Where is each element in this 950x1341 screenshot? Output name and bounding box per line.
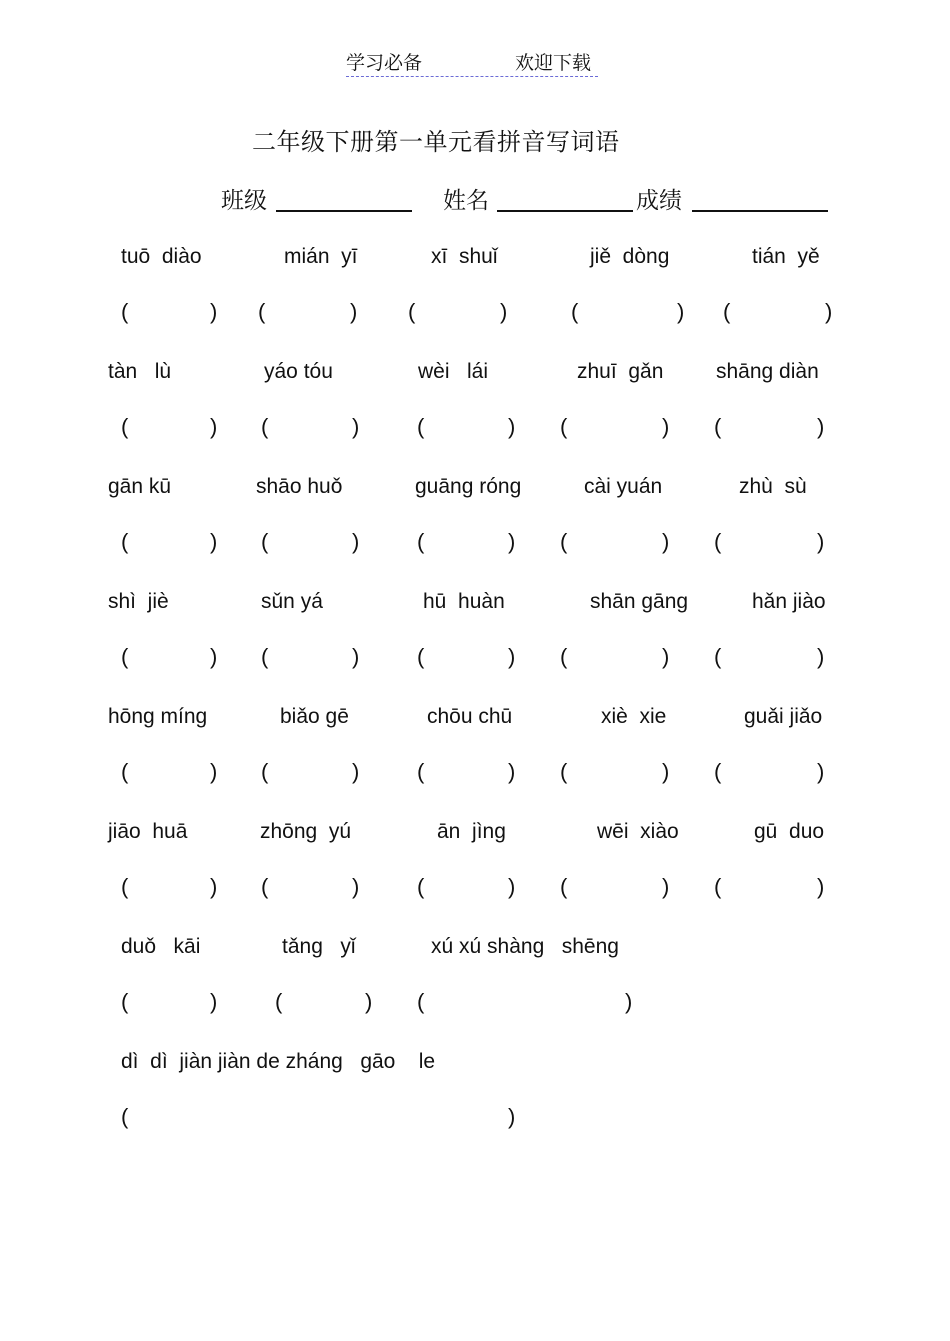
answer-paren-close: ) bbox=[352, 414, 360, 439]
pinyin-word: shāng diàn bbox=[716, 360, 819, 383]
pinyin-word: tàn lù bbox=[108, 360, 172, 383]
class-blank bbox=[276, 210, 412, 212]
answer-paren-open: ( bbox=[571, 299, 579, 324]
answer-paren-open: ( bbox=[275, 989, 283, 1014]
answer-paren-open: ( bbox=[261, 759, 269, 784]
answer-paren-close: ) bbox=[817, 414, 825, 439]
answer-paren-open: ( bbox=[121, 989, 129, 1014]
pinyin-word: dì dì jiàn jiàn de zháng gāo le bbox=[121, 1050, 436, 1073]
page-header bbox=[346, 48, 598, 77]
pinyin-word: zhù sù bbox=[739, 475, 807, 498]
pinyin-word: wēi xiào bbox=[597, 820, 679, 843]
answer-paren-close: ) bbox=[210, 644, 218, 669]
answer-paren-close: ) bbox=[352, 644, 360, 669]
answer-paren-open: ( bbox=[258, 299, 266, 324]
answer-paren-close: ) bbox=[662, 644, 670, 669]
answer-paren-close: ) bbox=[625, 989, 633, 1014]
answer-paren-close: ) bbox=[677, 299, 685, 324]
pinyin-word: mián yī bbox=[284, 245, 358, 268]
pinyin-word: xú xú shàng shēng bbox=[431, 935, 619, 958]
pinyin-word: xiè xie bbox=[601, 705, 667, 728]
answer-paren-close: ) bbox=[210, 299, 218, 324]
pinyin-word: cài yuán bbox=[584, 475, 663, 498]
answer-paren-open: ( bbox=[714, 759, 722, 784]
answer-paren-close: ) bbox=[662, 414, 670, 439]
pinyin-word: yáo tóu bbox=[264, 360, 333, 383]
class-label: 班级 bbox=[221, 188, 267, 214]
pinyin-word: sǔn yá bbox=[261, 590, 323, 613]
answer-paren-close: ) bbox=[352, 759, 360, 784]
pinyin-word: jiě dòng bbox=[590, 245, 670, 268]
answer-paren-close: ) bbox=[508, 1104, 516, 1129]
pinyin-word: shāo huǒ bbox=[256, 475, 343, 498]
answer-paren-close: ) bbox=[508, 414, 516, 439]
answer-paren-open: ( bbox=[261, 414, 269, 439]
answer-paren-open: ( bbox=[261, 529, 269, 554]
answer-paren-open: ( bbox=[121, 529, 129, 554]
answer-paren-close: ) bbox=[365, 989, 373, 1014]
answer-paren-close: ) bbox=[210, 529, 218, 554]
answer-paren-open: ( bbox=[560, 759, 568, 784]
answer-paren-close: ) bbox=[210, 989, 218, 1014]
answer-paren-close: ) bbox=[500, 299, 508, 324]
answer-paren-close: ) bbox=[508, 529, 516, 554]
answer-paren-close: ) bbox=[825, 299, 833, 324]
pinyin-word: zhuī gǎn bbox=[577, 360, 664, 383]
pinyin-word: shì jiè bbox=[108, 590, 169, 613]
answer-paren-open: ( bbox=[714, 529, 722, 554]
answer-paren-open: ( bbox=[121, 874, 129, 899]
answer-paren-close: ) bbox=[210, 414, 218, 439]
answer-paren-open: ( bbox=[261, 644, 269, 669]
answer-paren-close: ) bbox=[817, 759, 825, 784]
answer-paren-close: ) bbox=[508, 874, 516, 899]
pinyin-word: hǎn jiào bbox=[752, 590, 826, 613]
answer-paren-close: ) bbox=[210, 874, 218, 899]
header-left-text: 学习必备 bbox=[346, 52, 423, 74]
answer-paren-close: ) bbox=[817, 874, 825, 899]
answer-paren-open: ( bbox=[560, 414, 568, 439]
pinyin-word: tǎng yǐ bbox=[282, 935, 356, 958]
answer-paren-open: ( bbox=[723, 299, 731, 324]
pinyin-word: guǎi jiǎo bbox=[744, 705, 823, 728]
answer-paren-open: ( bbox=[121, 759, 129, 784]
page-title: 二年级下册第一单元看拼音写词语 bbox=[252, 128, 620, 156]
answer-paren-open: ( bbox=[417, 529, 425, 554]
answer-paren-close: ) bbox=[352, 874, 360, 899]
answer-paren-close: ) bbox=[508, 759, 516, 784]
pinyin-word: ān jìng bbox=[437, 820, 506, 843]
answer-paren-open: ( bbox=[417, 644, 425, 669]
answer-paren-close: ) bbox=[662, 529, 670, 554]
pinyin-word: tuō diào bbox=[121, 245, 202, 268]
pinyin-word: biǎo gē bbox=[280, 705, 349, 728]
answer-paren-close: ) bbox=[210, 759, 218, 784]
answer-paren-open: ( bbox=[417, 874, 425, 899]
answer-paren-open: ( bbox=[560, 644, 568, 669]
answer-paren-open: ( bbox=[714, 644, 722, 669]
answer-paren-open: ( bbox=[121, 414, 129, 439]
answer-paren-open: ( bbox=[121, 644, 129, 669]
pinyin-word: hōng míng bbox=[108, 705, 208, 728]
pinyin-word: zhōng yú bbox=[260, 820, 352, 843]
answer-paren-open: ( bbox=[417, 414, 425, 439]
answer-paren-open: ( bbox=[417, 759, 425, 784]
pinyin-word: gū duo bbox=[754, 820, 825, 843]
pinyin-word: xī shuǐ bbox=[431, 245, 498, 268]
answer-paren-close: ) bbox=[350, 299, 358, 324]
answer-paren-close: ) bbox=[662, 759, 670, 784]
pinyin-word: shān gāng bbox=[590, 590, 689, 613]
answer-paren-close: ) bbox=[352, 529, 360, 554]
answer-paren-close: ) bbox=[508, 644, 516, 669]
name-blank bbox=[497, 210, 633, 212]
answer-paren-close: ) bbox=[817, 644, 825, 669]
answer-paren-open: ( bbox=[714, 414, 722, 439]
pinyin-word: jiāo huā bbox=[108, 820, 188, 843]
answer-paren-open: ( bbox=[714, 874, 722, 899]
answer-paren-open: ( bbox=[121, 1104, 129, 1129]
answer-paren-open: ( bbox=[417, 989, 425, 1014]
pinyin-word: duǒ kāi bbox=[121, 935, 201, 958]
pinyin-word: chōu chū bbox=[427, 705, 513, 728]
pinyin-word: gān kū bbox=[108, 475, 172, 498]
answer-paren-open: ( bbox=[121, 299, 129, 324]
name-label: 姓名 bbox=[443, 188, 489, 214]
score-label: 成绩 bbox=[636, 188, 682, 214]
header-right-text: 欢迎下载 bbox=[515, 52, 592, 74]
answer-paren-open: ( bbox=[408, 299, 416, 324]
answer-paren-open: ( bbox=[560, 874, 568, 899]
score-blank bbox=[692, 210, 828, 212]
pinyin-word: tián yě bbox=[752, 245, 820, 268]
answer-paren-open: ( bbox=[261, 874, 269, 899]
pinyin-word: guāng róng bbox=[415, 475, 522, 498]
pinyin-word: hū huàn bbox=[423, 590, 505, 613]
answer-paren-close: ) bbox=[817, 529, 825, 554]
pinyin-word: wèi lái bbox=[418, 360, 489, 383]
answer-paren-open: ( bbox=[560, 529, 568, 554]
answer-paren-close: ) bbox=[662, 874, 670, 899]
